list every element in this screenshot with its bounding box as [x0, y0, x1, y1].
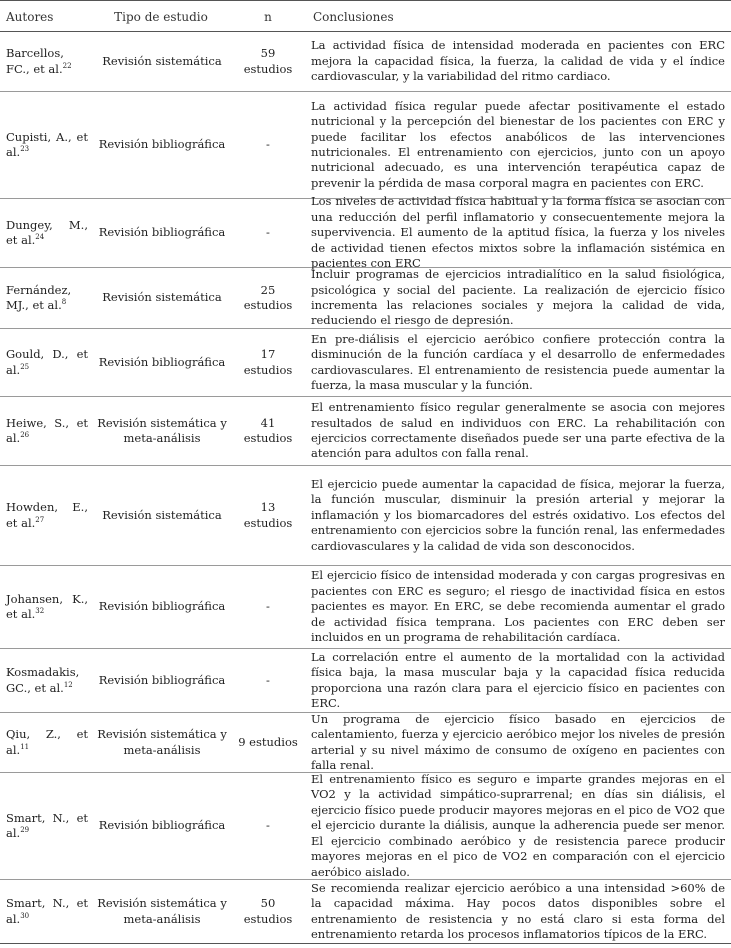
author-cell [6, 92, 88, 198]
author-text: Johansen, K., et al. [6, 591, 88, 621]
author-cell [6, 32, 88, 91]
table-row [0, 466, 731, 566]
study-type-cell: Revisión sistemática y meta-análisis [97, 727, 227, 757]
n-cell: - [266, 672, 270, 687]
conclusion-cell: La actividad física regular puede afectar positivamente el estado nutricional y la percepción del bienestar de los pacientes con ERC y puede facilitar los efectos anabólicos de las intervenciones nutricionales. El entrenamiento con ejercicios, junto con un apoyo nutricional adecuado, es una intervención terapéutica capaz de prevenir la pérdida de masa corporal magra en pacientes con ERC. [311, 98, 725, 190]
study-type-cell: Revisión sistemática [102, 290, 222, 305]
header-conclusions: Conclusiones [313, 10, 394, 24]
reference-number: 29 [20, 826, 30, 835]
author-cell [6, 880, 88, 943]
reference-number: 11 [20, 742, 30, 751]
table-row [0, 566, 731, 649]
reference-number: 8 [61, 298, 67, 307]
table-row [0, 713, 731, 773]
table-row [0, 268, 731, 329]
author-text: Smart, N., et al. [6, 810, 88, 840]
conclusion-cell: Incluir programas de ejercicios intradialítico en la salud fisiológica, psicológica y social del paciente. La realización de ejercicio físico incrementa las relaciones sociales y mejora la calidad de vida, reduciendo el riesgo de depresión. [311, 267, 725, 328]
conclusion-cell: La correlación entre el aumento de la mortalidad con la actividad física baja, la masa muscular baja y la capacidad física reducida proporciona una razón clara para el ejercicio físico en pacientes con ERC. [311, 649, 725, 710]
author-text: Heiwe, S., et al. [6, 415, 88, 445]
study-type-cell: Revisión bibliográfica [98, 137, 226, 152]
n-cell: 25 estudios [243, 282, 293, 312]
table-row [0, 92, 731, 199]
author-text: Howden, E., et al. [6, 500, 88, 530]
study-type-cell: Revisión bibliográfica [98, 672, 226, 687]
n-cell: 59 estudios [243, 46, 293, 76]
author-cell [6, 466, 88, 565]
reference-number: 26 [20, 431, 30, 440]
n-cell: 13 estudios [243, 500, 293, 530]
author-cell [6, 773, 88, 879]
study-type-cell: Revisión bibliográfica [98, 818, 226, 833]
conclusion-cell: Un programa de ejercicio físico basado en ejercicios de calentamiento, fuerza y ejercicio aeróbico mejor los niveles de presión arterial y su nivel máximo de consumo de oxígeno en pacientes con falla renal. [311, 711, 725, 772]
conclusion-cell: En pre-diálisis el ejercicio aeróbico confiere protección contra la disminución de la función cardíaca y el desarrollo de enfermedades cardiovasculares. El entrenamiento de resistencia puede aumentar la fuerza, la masa muscular y la función. [311, 331, 725, 392]
conclusion-cell: El entrenamiento físico regular generalmente se asocia con mejores resultados de salud en individuos con ERC. La rehabilitación con ejercicios correctamente diseñados puede ser una parte efectiva de la atención para adultos con falla renal. [311, 400, 725, 461]
conclusion-cell: El entrenamiento físico es seguro e imparte grandes mejoras en el VO2 y la actividad simpático-suprarrenal; en días sin diálisis, el ejercicio físico puede producir mayores mejoras en el pico de VO2 que el ejercicio durante la diálisis, aunque la adherencia puede ser menor. El ejercicio combinado aeróbico y de resistencia parece producir mayores mejoras en el pico de VO2 en comparación con el ejercicio aeróbico aislado. [311, 772, 725, 879]
conclusion-cell: La actividad física de intensidad moderada en pacientes con ERC mejora la capacidad física, la fuerza, la calidad de vida y el índice cardiovascular, y la variabilidad del ritmo cardiaco. [311, 38, 725, 84]
author-text: Qiu, Z., et al. [6, 727, 88, 757]
author-cell [6, 329, 88, 396]
reference-number: 24 [35, 233, 45, 242]
conclusion-cell: El ejercicio puede aumentar la capacidad de física, mejorar la fuerza, la función muscular, disminuir la presión arterial y mejorar la inflamación y los biomarcadores del estrés oxidativo. Los efectos del entrenamiento con ejercicios sobre la función renal, las enfermedades cardiovasculares y la calidad de vida son desconocidos. [311, 476, 725, 553]
study-type-cell: Revisión bibliográfica [98, 599, 226, 614]
study-type-cell: Revisión bibliográfica [98, 354, 226, 369]
author-cell [6, 649, 88, 712]
reference-number: 25 [20, 362, 30, 371]
n-cell: - [266, 225, 270, 240]
author-text: Fernández, MJ., et al. [6, 282, 72, 312]
reference-number: 27 [35, 515, 45, 524]
study-type-cell: Revisión sistemática [102, 53, 222, 68]
table-header [0, 0, 731, 32]
table-row [0, 329, 731, 397]
table-row [0, 773, 731, 880]
reference-number: 23 [20, 145, 30, 154]
header-authors: Autores [6, 10, 54, 24]
conclusion-cell: El ejercicio físico de intensidad moderada y con cargas progresivas en pacientes con ERC es seguro; el riesgo de inactividad física en estos pacientes es mayor. En ERC, se debe recomienda aumentar el grado de actividad física temprana. Los pacientes con ERC deben ser incluidos en un programa de rehabilitación cardíaca. [311, 568, 725, 645]
n-cell: - [266, 818, 270, 833]
author-cell [6, 566, 88, 648]
author-cell [6, 199, 88, 267]
author-text: Kosmadakis, GC., et al. [6, 665, 80, 695]
study-type-cell: Revisión bibliográfica [98, 225, 226, 240]
conclusion-cell: Se recomienda realizar ejercicio aeróbico a una intensidad >60% de la capacidad máxima. Hay pocos datos disponibles sobre el entrenamiento de resistencia y no está claro si esta forma del entrenamiento retarda los procesos inflamatorios típicos de la ERC. [311, 880, 725, 941]
author-cell [6, 713, 88, 772]
study-type-cell: Revisión sistemática [102, 507, 222, 522]
reference-number: 32 [35, 607, 45, 616]
n-cell: 17 estudios [243, 347, 293, 377]
header-study-type: Tipo de estudio [114, 10, 208, 24]
reference-number: 12 [63, 680, 73, 689]
n-cell: - [266, 599, 270, 614]
table-row [0, 194, 731, 271]
n-cell: 50 estudios [243, 896, 293, 926]
author-cell [6, 397, 88, 465]
n-cell: - [266, 137, 270, 152]
n-cell: 9 estudios [238, 734, 298, 749]
study-type-cell: Revisión sistemática y meta-análisis [97, 896, 227, 926]
author-text: Cupisti, A., et al. [6, 129, 88, 159]
study-type-cell: Revisión sistemática y meta-análisis [97, 415, 227, 445]
author-text: Smart, N., et al. [6, 896, 88, 926]
table-row [0, 649, 731, 713]
table-row [0, 32, 731, 92]
reference-number: 22 [62, 61, 72, 70]
author-text: Dungey, M., et al. [6, 217, 88, 247]
reference-number: 30 [20, 911, 30, 920]
author-text: Barcellos, FC., et al. [6, 46, 64, 76]
author-text: Gould, D., et al. [6, 347, 88, 377]
table-row [0, 397, 731, 466]
n-cell: 41 estudios [243, 415, 293, 445]
table-row [0, 880, 731, 944]
header-n: n [264, 10, 272, 24]
conclusion-cell: Los niveles de actividad física habitual y la forma física se asocian con una reducción del perfil inflamatorio y consecuentemente mejora la supervivencia. El aumento de la aptitud física, la fuerza y los niveles de actividad tienen efectos mixtos sobre la inflamación sistémica en pacientes con ERC [311, 194, 725, 271]
author-cell [6, 268, 88, 328]
